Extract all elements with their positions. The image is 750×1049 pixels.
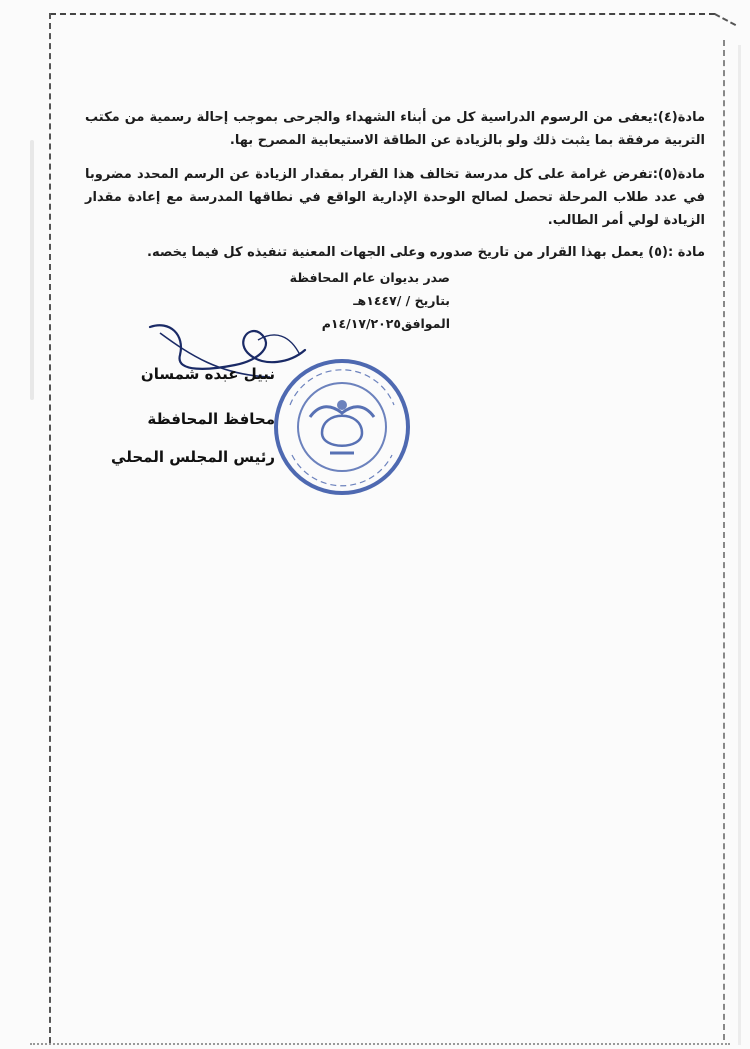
page-border-bottom: [30, 1043, 730, 1045]
signatory-title-council: رئيس المجلس المحلي: [111, 448, 275, 466]
page-border-top: [50, 13, 715, 15]
signatory-title-governor: محافظ المحافظة: [147, 410, 275, 428]
issued-hijri-date: بتاريخ / /١٤٤٧هـ: [353, 293, 450, 308]
article-5: مادة(٥):تفرض غرامة على كل مدرسة تخالف هذا القرار بمقدار الزيادة عن الرسم المحدد مضروبا في عدد طلاب المرحلة تحصل لصالح الوحدة الإدارية الواقع في نطاقها المدرسة مع إعادة مقدار الزيادة لولي أمر الطالب.: [85, 167, 705, 228]
issued-gregorian-date: الموافق١٤/١٧/٢٠٢٥م: [321, 316, 450, 331]
article-6: مادة :(٥) يعمل بهذا القرار من تاريخ صدوره وعلى الجهات المعنية تنفيذه كل فيما يخصه.: [147, 245, 705, 260]
scan-artifact: [738, 45, 741, 1045]
official-seal-icon: [270, 355, 415, 500]
issued-place: صدر بديوان عام المحافظة: [289, 270, 450, 285]
page-corner-fold: [704, 13, 736, 45]
page-border-right: [723, 40, 725, 1040]
signatory-name: نبيل عبده شمسان: [140, 365, 275, 383]
article-4: مادة(٤):يعفى من الرسوم الدراسية كل من أبناء الشهداء والجرحى بموجب إحالة رسمية من مكتب التربية مرفقة بما يثبت ذلك ولو بالزيادة عن الطاقة الاستيعابية المصرح بها.: [85, 110, 705, 148]
scan-artifact: [30, 140, 34, 400]
page-border-left: [49, 13, 51, 1043]
